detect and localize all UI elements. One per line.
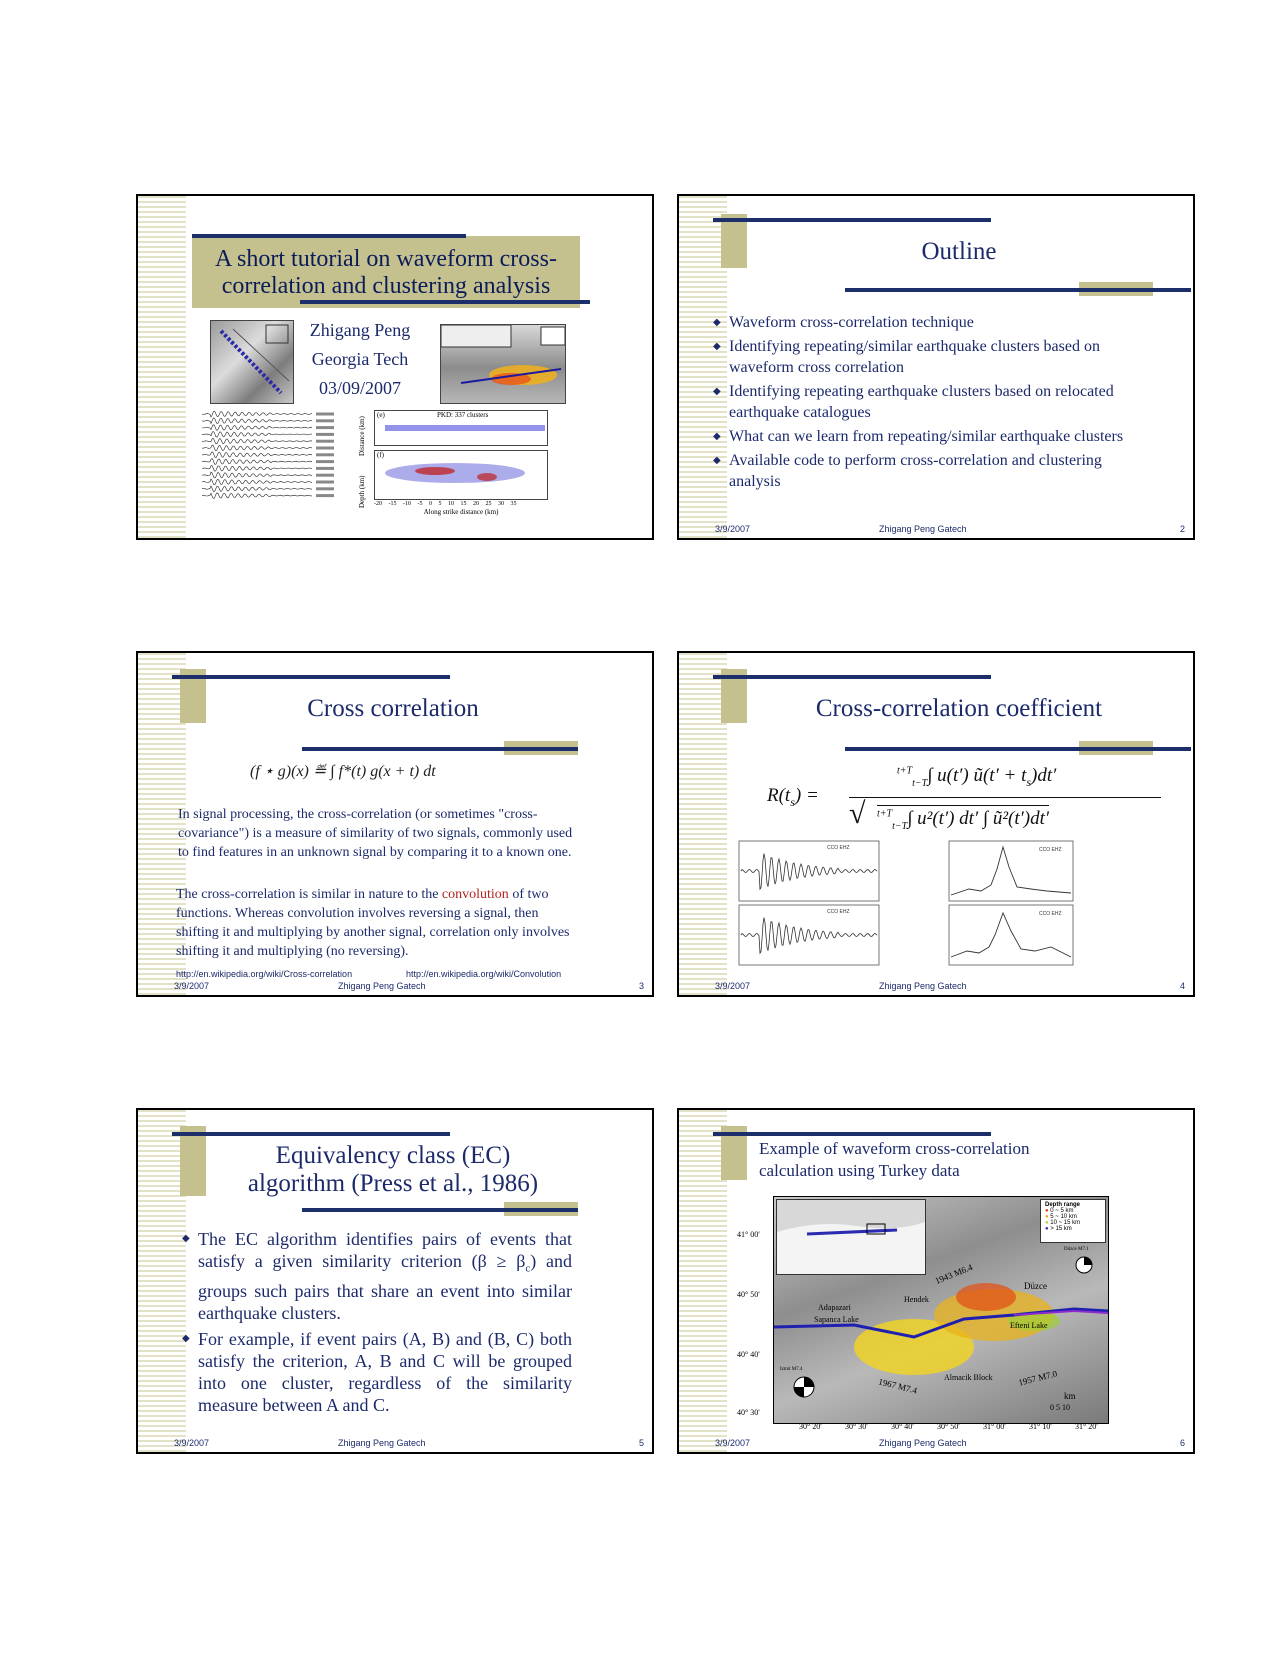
page-number: 3 [638, 981, 644, 991]
waveform-trace [202, 472, 312, 478]
ec-bullet-1 [182, 1228, 572, 1324]
title-rule-top [172, 675, 450, 679]
slide-2 [677, 194, 1195, 540]
page-number: 5 [638, 1438, 644, 1448]
ec-bullet-2: ◆ For example, if event pairs (A, B) and (B, C) both satisfy the criterion, A, B and C will be grouped into one cluster, regardless of the similarity measure between A and C. [182, 1328, 572, 1416]
wikipedia-link-convolution[interactable]: http://en.wikipedia.org/wiki/Convolution [406, 969, 562, 979]
waveform-station-label [316, 426, 334, 429]
lon-label: 30° 30' [845, 1422, 868, 1431]
map-label-1943: 1943 M6.4 [933, 1261, 974, 1287]
correlation-label-2: CCO EHZ [1039, 911, 1062, 917]
panel-e [374, 410, 548, 446]
slide-stripes [679, 653, 727, 995]
para-text-start: The cross-correlation is similar in nature to the [176, 887, 442, 902]
slide-4 [677, 651, 1195, 997]
slide-title: Cross correlation [307, 695, 479, 722]
waveform-station-label [316, 460, 334, 463]
map-label-sapanca: Sapanca Lake [814, 1315, 859, 1324]
waveform-station-label [316, 487, 334, 490]
map-label-adapazari: Adapazari [818, 1303, 851, 1312]
outline-item: ◆ What can we learn from repeating/similar earthquake clusters [713, 426, 1143, 447]
slide-title [208, 1142, 578, 1198]
waveform-station-label [316, 494, 334, 497]
lon-label: 31° 00' [983, 1422, 1006, 1431]
footer-date: 3/9/2007 [715, 1438, 751, 1448]
y-label-distance: Distance (km) [358, 416, 366, 456]
title-rule-top [192, 234, 466, 238]
int-lower: t−T [912, 777, 928, 789]
slide-title [192, 246, 580, 300]
fault-map-graphic [211, 321, 294, 404]
map-label-duzce-mechanism: Düzce M7.1 [1064, 1247, 1089, 1252]
waveform-station-label [316, 413, 334, 416]
waveform-station-label [316, 447, 334, 450]
lat-label: 40° 30' [737, 1408, 760, 1417]
map-label-duzce: Düzce [1024, 1281, 1047, 1291]
title-rule-bottom [845, 288, 1191, 292]
waveform-comparison-plot [729, 839, 889, 975]
panel-e-label: (e) [377, 411, 385, 419]
y-label-depth: Depth (km) [358, 475, 366, 508]
fraction-bar [849, 797, 1161, 798]
lon-label: 30° 20' [799, 1422, 822, 1431]
ec-bullet-list [182, 1228, 572, 1419]
slide-footer [679, 1438, 1193, 1450]
numerator-text: ∫ u(t′) ũ(t′ + t [927, 765, 1027, 786]
map-scale-ticks: 0 5 10 [1050, 1403, 1070, 1412]
bullet-1-text: The EC algorithm identifies pairs of events that satisfy a given similarity criterion (β ≥ β [198, 1229, 572, 1271]
page-number: 6 [1179, 1438, 1185, 1448]
page-number: 4 [1179, 981, 1185, 991]
legend-item: ● > 15 km [1045, 1226, 1072, 1232]
slide-footer [138, 981, 652, 993]
slide-footer [138, 1438, 652, 1450]
slide-title: Cross-correlation coefficient [815, 695, 1103, 722]
outline-list [713, 312, 1143, 495]
title-rule-top [713, 218, 991, 222]
footer-date: 3/9/2007 [715, 981, 751, 991]
int-upper: t+T [877, 808, 893, 820]
map-label-hendek: Hendek [904, 1295, 929, 1304]
waveform-trace [202, 479, 312, 485]
panel-f-dots [375, 451, 548, 500]
title-line-2: correlation and clustering analysis [221, 273, 551, 299]
legend-item: ● 0 ~ 5 km [1045, 1208, 1074, 1214]
lhs-text: R(t [767, 785, 791, 806]
waveform-trace [202, 418, 312, 424]
equation-numerator [897, 765, 1056, 790]
waveform-label-1: CCO EHZ [827, 845, 850, 851]
footer-date: 3/9/2007 [174, 1438, 210, 1448]
lon-label: 30° 40' [891, 1422, 914, 1431]
outline-item: ◆ Identifying repeating earthquake clusters based on relocated earthquake catalogues [713, 381, 1143, 423]
title-line-1: A short tutorial on waveform cross- [215, 246, 557, 272]
cluster-plot [360, 408, 560, 518]
accent-block-left [180, 1126, 206, 1196]
waveform-stack [202, 410, 338, 504]
slide-title: Outline [921, 238, 997, 265]
map-scale-unit: km [1064, 1391, 1076, 1401]
denominator-text: ∫ u²(t′) dt′ ∫ ũ²(t′)dt′ [907, 808, 1050, 829]
waveform-station-label [316, 440, 334, 443]
waveform-trace [202, 411, 312, 417]
footer-author: Zhigang Peng Gatech [338, 981, 426, 991]
panel-f [374, 450, 548, 500]
definition-paragraph: In signal processing, the cross-correlation (or sometimes "cross-covariance") is a measure of similarity of two signals, commonly used to find features in an unknown signal by comparing it to a known one. [178, 807, 573, 860]
title-rule-bottom [302, 1208, 578, 1212]
lat-label: 40° 50' [737, 1290, 760, 1299]
seismicity-map-image [440, 324, 566, 404]
map-label-almacik: Almacik Block [944, 1373, 993, 1382]
waveform-trace [202, 438, 312, 444]
footer-author: Zhigang Peng Gatech [879, 981, 967, 991]
legend-item: ● 10 ~ 15 km [1045, 1220, 1081, 1226]
institution: Georgia Tech [311, 349, 409, 369]
waveform-station-label [316, 433, 334, 436]
map-label-1957: 1957 M7.0 [1017, 1368, 1059, 1388]
title-rule-top [713, 675, 991, 679]
slide-stripes [138, 196, 186, 538]
lon-label: 30° 50' [937, 1422, 960, 1431]
lon-label: 31° 10' [1029, 1422, 1052, 1431]
seismicity-map-graphic [441, 325, 566, 404]
outline-item: ◆ Identifying repeating/similar earthquake clusters based on waveform cross correlation [713, 336, 1143, 378]
footer-author: Zhigang Peng Gatech [879, 1438, 967, 1448]
map-label-efteni: Efteni Lake [1010, 1321, 1048, 1330]
map-label-izmit-mechanism: Izmit M7.4 [780, 1367, 803, 1372]
outline-item: ◆ Waveform cross-correlation technique [713, 312, 1143, 333]
convolution-link[interactable]: convolution [441, 887, 509, 902]
slide-1 [136, 194, 654, 540]
title-line-1: Example of waveform cross-correlation [759, 1139, 1030, 1158]
convolution-paragraph [176, 885, 580, 961]
slide-3 [136, 651, 654, 997]
title-line-2: algorithm (Press et al., 1986) [247, 1170, 539, 1197]
title-rule-bottom [300, 300, 590, 304]
cross-correlation-formula: (f ⋆ g)(x) ≝ ∫ f*(t) g(x + t) dt [250, 763, 436, 780]
slide-footer [679, 981, 1193, 993]
correlation-coefficient-equation [737, 761, 1177, 839]
waveform-trace [202, 466, 312, 472]
numerator-end: )dt′ [1031, 765, 1057, 786]
panel-e-title: PKD: 337 clusters [437, 411, 489, 419]
author-name: Zhigang Peng [309, 320, 411, 340]
int-lower: t−T [892, 820, 908, 832]
waveform-station-label [316, 481, 334, 484]
slide-footer [679, 524, 1193, 536]
page-number: 2 [1179, 524, 1185, 534]
outline-item: ◆ Available code to perform cross-correlation and clustering analysis [713, 450, 1143, 492]
sqrt-sign: √ [849, 797, 866, 830]
waveform-station-label [316, 419, 334, 422]
waveform-trace [202, 452, 312, 458]
waveform-trace [202, 445, 312, 451]
lhs-end: ) = [794, 785, 819, 806]
x-axis-label: Along strike distance (km) [423, 508, 499, 516]
bullet-1-subscript: c [525, 1262, 531, 1275]
slide-title [759, 1138, 1159, 1182]
waveform-trace [202, 425, 312, 431]
accent-block-left [721, 214, 747, 268]
presentation-date: 03/09/2007 [318, 378, 401, 398]
legend-title: Depth range [1045, 1202, 1081, 1208]
title-line-1: Equivalency class (EC) [275, 1142, 511, 1169]
slide-5 [136, 1108, 654, 1454]
title-rule-top [713, 1132, 991, 1136]
lon-label: 31° 20' [1075, 1422, 1098, 1431]
waveform-label-2: CCO EHZ [827, 909, 850, 915]
bullet-1-end: ) and groups such pairs that share an event into similar earthquake clusters. [198, 1251, 572, 1323]
wikipedia-link-cross-correlation[interactable]: http://en.wikipedia.org/wiki/Cross-correlation [176, 969, 353, 979]
waveform-trace [202, 486, 312, 492]
footer-date: 3/9/2007 [715, 524, 751, 534]
footer-date: 3/9/2007 [174, 981, 210, 991]
title-rule-top [172, 1132, 450, 1136]
equation-lhs [767, 785, 819, 810]
para-text-end: of two functions. Whereas convolution involves reversing a signal, then shifting it and multiplying by another signal, correlation only involves shifting it and multiplying (no reversing). [176, 887, 570, 959]
numerator-subscript: s [1026, 774, 1032, 789]
int-upper: t+T [897, 765, 913, 777]
title-rule-bottom [845, 747, 1191, 751]
equation-denominator [877, 805, 1049, 832]
waveform-trace [202, 459, 312, 465]
correlation-function-plot [939, 839, 1079, 975]
title-line-2: calculation using Turkey data [759, 1161, 960, 1180]
slide-stripes [679, 1110, 727, 1452]
lat-label: 41° 00' [737, 1230, 760, 1239]
title-rule-bottom [302, 747, 578, 751]
waveform-station-label [316, 467, 334, 470]
x-ticks: -20 -15 -10 -5 0 5 10 15 20 25 30 35 [374, 501, 517, 507]
fault-map-image [210, 320, 294, 404]
waveform-station-label [316, 474, 334, 477]
footer-author: Zhigang Peng Gatech [879, 524, 967, 534]
slide-6 [677, 1108, 1195, 1454]
map-label-1967: 1967 M7.4 [877, 1376, 919, 1396]
waveform-trace [202, 493, 312, 499]
correlation-label-1: CCO EHZ [1039, 847, 1062, 853]
panel-f-label: (f) [377, 451, 384, 459]
turkey-map [773, 1196, 1109, 1424]
legend-item: ● 5 ~ 10 km [1045, 1214, 1077, 1220]
lat-label: 40° 40' [737, 1350, 760, 1359]
lhs-subscript: s [790, 794, 795, 809]
footer-author: Zhigang Peng Gatech [338, 1438, 426, 1448]
waveform-station-label [316, 453, 334, 456]
waveform-trace [202, 431, 312, 437]
slide-stripes [138, 1110, 186, 1452]
